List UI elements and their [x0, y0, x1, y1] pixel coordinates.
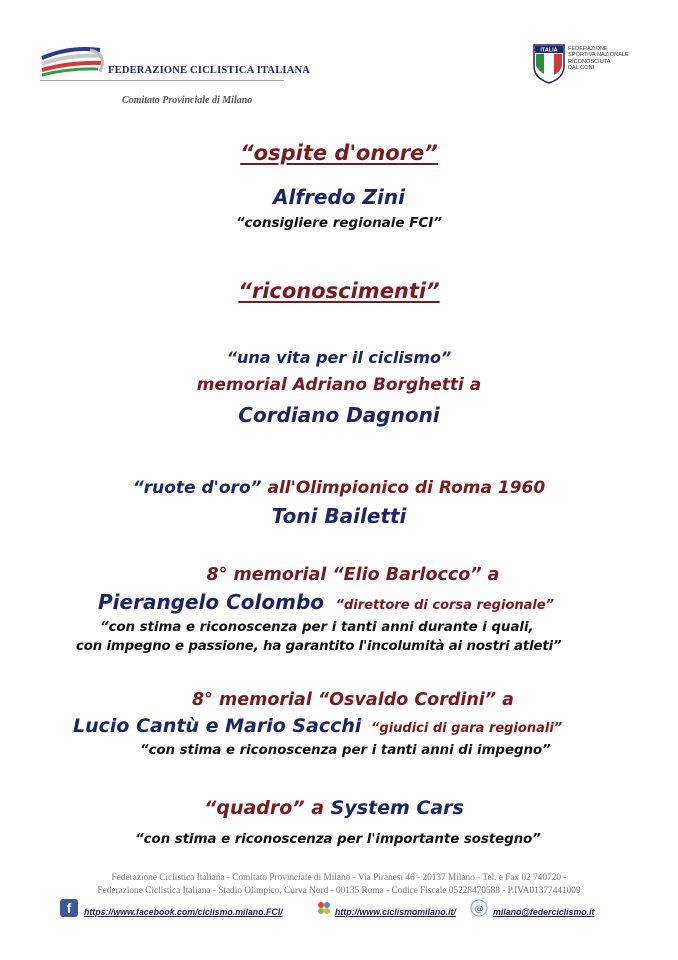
facebook-link[interactable]: https://www.facebook.com/ciclismo.milano.FCI/ — [84, 907, 283, 917]
award4-role: “giudici di gara regionali” — [371, 721, 563, 736]
award4-names: Lucio Cantù e Mario Sacchi — [73, 715, 362, 737]
guest-name: Alfredo Zini — [273, 185, 405, 209]
award1-memorial: memorial Adriano Borghetti a — [196, 375, 482, 395]
svg-text:@: @ — [474, 904, 484, 915]
footer-line1: Federazione Ciclistica Italiana - Comitato Provinciale di Milano - Via Piranesi 46 - 20137 Milano - Tel. e Fax 02 740720 - — [111, 873, 567, 883]
award5-line — [0, 797, 673, 819]
facebook-icon[interactable]: f — [60, 899, 78, 917]
awards-heading: “riconoscimenti” — [238, 279, 440, 303]
award3-line1: “con stima e riconoscenza per i tanti anni durante i quali, — [100, 620, 534, 635]
award5-a: a — [304, 797, 331, 819]
guest-heading: “ospite d'onore” — [240, 141, 438, 165]
coni-badge-text: ITALIA — [540, 47, 558, 54]
award5-quote: “quadro” — [204, 797, 305, 819]
award4-names-line — [73, 715, 562, 737]
guest-role: “consigliere regionale FCI” — [235, 215, 443, 231]
award1-quote: “una vita per il ciclismo” — [226, 348, 452, 367]
website-link[interactable]: http://www.ciclismomilano.it/ — [335, 907, 456, 917]
award3-line2: con impegno e passione, ha garantito l'incolumità ai nostri atleti” — [76, 639, 562, 654]
coni-line: DAL CONI — [568, 65, 595, 72]
email-icon[interactable] — [470, 899, 488, 917]
federation-name: FEDERAZIONE CICLISTICA ITALIANA — [108, 65, 311, 76]
award4-line: “con stima e riconoscenza per i tanti anni di impegno” — [140, 743, 551, 758]
coni-line: SPORTIVA NAZIONALE — [568, 52, 629, 59]
award3-role: “direttore di corsa regionale” — [335, 598, 555, 613]
coni-shield-icon — [533, 44, 565, 84]
award1-name: Cordiano Dagnoni — [238, 403, 440, 427]
committee-name: Comitato Provinciale di Milano — [122, 95, 253, 106]
fci-logo-icon — [40, 44, 112, 80]
award2-desc: all'Olimpionico di Roma 1960 — [261, 478, 546, 498]
joomla-icon[interactable] — [317, 901, 331, 915]
email-link[interactable]: milano@federciclismo.it — [493, 907, 595, 917]
award2-line — [0, 478, 678, 498]
coni-line: FEDERAZIONE — [568, 46, 608, 52]
award2-name: Toni Bailetti — [271, 504, 407, 528]
header-divider — [40, 80, 284, 81]
footer-line2: Federazione Ciclistica Italiana - Stadio Olimpico, Curva Nord - 00135 Roma - Codice Fiscale 05228470588 - P.IVA01377441009 — [97, 885, 581, 896]
footer-address — [0, 872, 678, 897]
coni-recognition-text — [568, 46, 648, 72]
award3-name: Pierangelo Colombo — [98, 590, 325, 614]
award2-quote: “ruote d'oro” — [132, 478, 262, 498]
award5-name: System Cars — [330, 797, 464, 819]
coni-line: RICONOSCIUTA — [568, 58, 611, 65]
award4-memorial: 8° memorial “Osvaldo Cordini” a — [192, 690, 514, 710]
award3-memorial: 8° memorial “Elio Barlocco” a — [206, 565, 500, 585]
award5-line-text: “con stima e riconoscenza per l'importante sostegno” — [135, 832, 541, 847]
award3-name-line — [98, 590, 554, 614]
